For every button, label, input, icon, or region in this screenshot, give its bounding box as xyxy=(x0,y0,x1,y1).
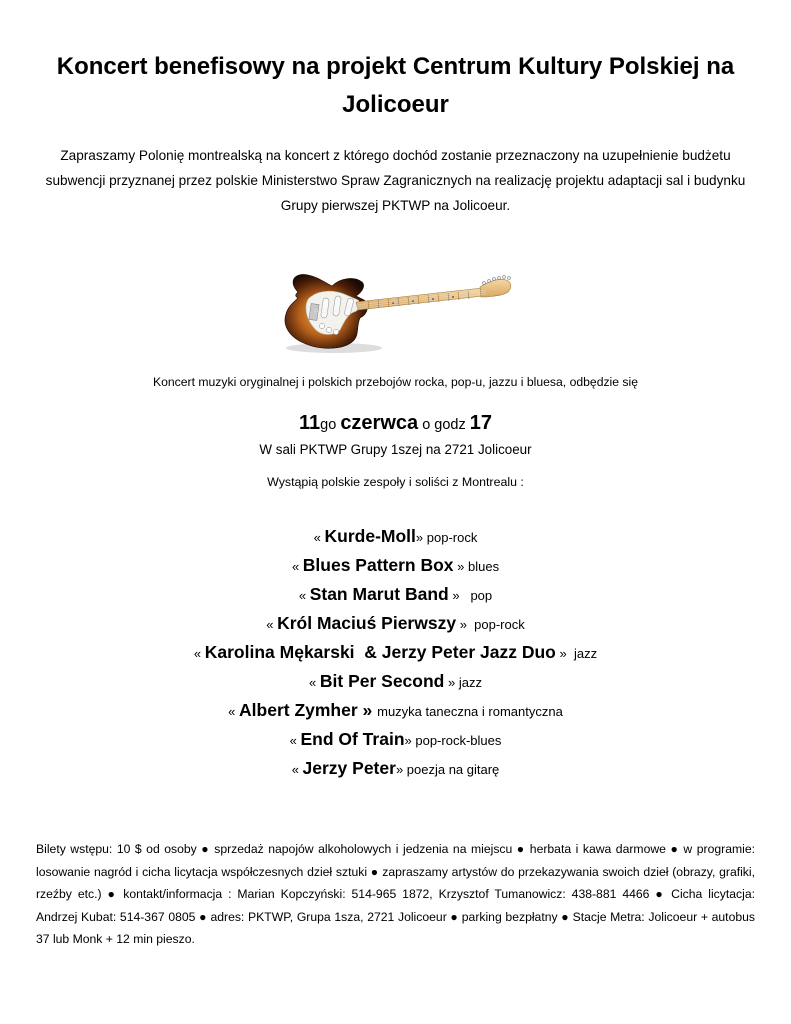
band-genre: pop-rock-blues xyxy=(415,733,502,748)
quote-open: « xyxy=(291,762,303,777)
quote-close: » xyxy=(357,700,378,720)
quote-open: « xyxy=(309,675,320,690)
date-at: o godz xyxy=(422,417,466,433)
page-title: Koncert benefisowy na projekt Centrum Kultury Polskiej na Jolicoeur xyxy=(56,53,735,118)
band-name: Blues Pattern Box xyxy=(302,555,454,575)
quote-open: « xyxy=(298,588,310,603)
band-name: End Of Train xyxy=(300,729,405,749)
band-genre: pop-rock xyxy=(426,530,478,545)
band-name: Bit Per Second xyxy=(319,671,445,691)
band-item xyxy=(40,522,751,551)
quote-open: « xyxy=(289,733,301,748)
band-item xyxy=(40,696,751,725)
venue-info: W sali PKTWP Grupy 1szej na 2721 Jolicoeur xyxy=(259,442,532,457)
band-genre: pop-rock xyxy=(474,617,525,632)
band-name: Jerzy Peter xyxy=(302,758,396,778)
band-genre: pop xyxy=(470,588,493,603)
band-genre: muzyka taneczna i romantyczna xyxy=(377,704,563,719)
band-genre: jazz xyxy=(458,675,482,690)
electric-guitar-image xyxy=(276,266,516,356)
quote-close: » xyxy=(404,733,416,748)
quote-close: » xyxy=(453,559,468,574)
date-day-suffix: go xyxy=(320,417,337,433)
band-item xyxy=(40,725,751,754)
quote-open: « xyxy=(228,704,240,719)
band-item xyxy=(40,551,751,580)
quote-close: » xyxy=(448,588,471,603)
quote-open: « xyxy=(291,559,303,574)
quote-close: » xyxy=(395,762,407,777)
band-name: Stan Marut Band xyxy=(309,584,449,604)
guitar-icon xyxy=(276,266,516,356)
band-item xyxy=(40,609,751,638)
quote-close: » xyxy=(555,646,574,661)
quote-open: « xyxy=(193,646,205,661)
band-item xyxy=(40,638,751,667)
quote-close: » xyxy=(444,675,459,690)
ticket-info-footer: Bilety wstępu: 10 $ od osoby ● sprzedaż napojów alkoholowych i jedzenia na miejscu ● herbata i kawa darmowe ● w programie: losowanie nagród i cicha licytacja współczesnych dzieł sztuki ● zapraszamy artystów do przekazywania swoich dzieł (obrazy, grafiki, rzeźby etc.) ● kontakt/informacja : Marian Kopczyński: 514-965 1872, Krzysztof Tumanowicz: 438-881 4466 ● Cicha licytacja: Andrzej Kubat: 514-367 0805 ● adres: PKTWP, Grupa 1sza, 2721 Jolicoeur ● parking bezpłatny ● Stacje Metra: Jolicoeur + autobus 37 lub Monk + 12 min pieszo. xyxy=(36,842,755,946)
performers-intro: Wystąpią polskie zespoły i soliści z Montrealu : xyxy=(267,475,524,489)
band-name: Król Maciuś Pierwszy xyxy=(277,613,457,633)
quote-open: « xyxy=(313,530,325,545)
concert-date xyxy=(40,406,751,442)
band-list xyxy=(40,522,751,783)
intro-paragraph: Zapraszamy Polonię montrealską na koncert z którego dochód zostanie przeznaczony na uzupełnienie budżetu subwencji przyznanej przez polskie Ministerstwo Spraw Zagranicznych na realizację projektu adaptacji sal i budynku Grupy pierwszej PKTWP na Jolicoeur. xyxy=(45,148,746,213)
band-name: Kurde-Moll xyxy=(324,526,416,546)
quote-close: » xyxy=(415,530,427,545)
quote-close: » xyxy=(456,617,475,632)
band-item xyxy=(40,667,751,696)
date-hour: 17 xyxy=(469,412,493,434)
band-genre: jazz xyxy=(573,646,598,661)
band-item xyxy=(40,754,751,783)
band-genre: poezja na gitarę xyxy=(406,762,500,777)
date-day: 11 xyxy=(298,412,321,434)
band-name: Albert Zymher xyxy=(239,700,358,720)
band-item xyxy=(40,580,751,609)
date-month: czerwca xyxy=(340,412,419,434)
band-genre: blues xyxy=(467,559,500,574)
concert-description: Koncert muzyki oryginalnej i polskich przebojów rocka, pop-u, jazzu i bluesa, odbędzie się xyxy=(152,375,639,389)
band-name: Karolina Mękarski & Jerzy Peter Jazz Duo xyxy=(204,642,556,662)
quote-open: « xyxy=(266,617,278,632)
